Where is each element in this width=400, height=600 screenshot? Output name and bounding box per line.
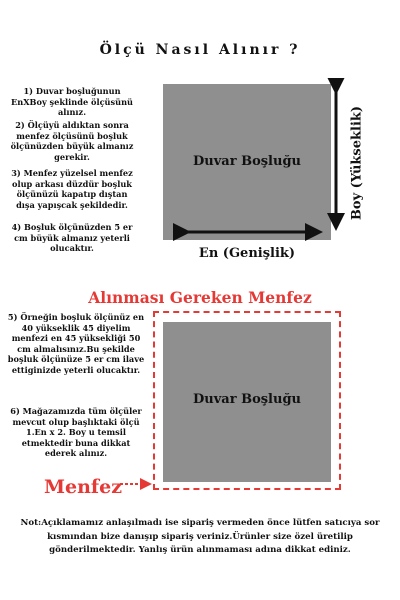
dimension-arrows	[150, 78, 350, 258]
step-5-text: 5) Örneğin boşluk ölçünüz en 40 yükseklik 45 diyelim menfezi en 45 yüksekliği 50 cm almalısınız.Bu şekilde boşluk ölçünüze 5 er cm ilave ettiginizde yeterli olucaktır.	[7, 312, 145, 375]
step-4-text: 4) Boşluk ölçünüzden 5 er cm büyük almanız yeterli olucaktır.	[11, 222, 133, 253]
page-title: Ölçü Nasıl Alınır ?	[99, 42, 301, 58]
height-label: Boy (Yükseklik)	[349, 105, 365, 221]
wall-opening-label: Duvar Boşluğu	[193, 154, 301, 169]
note-text: Not:Açıklamamız anlaşılmadı ise sipariş vermeden önce lütfen satıcıya sor kısmından bize danışıp sipariş veriniz.Ürünler size özel üretilip gönderilmektedir. Yanlış ürün alınmaması adına dikkat ediniz.	[20, 518, 380, 555]
step-1-text: 1) Duvar boşluğunun EnXBoy şeklinde ölçüsünü alınız.	[11, 86, 133, 117]
menfez-pointer	[118, 472, 158, 496]
menfez-label: Menfez	[44, 476, 122, 498]
step-3-text: 3) Menfez yüzelsel menfez olup arkası düzdür boşluk ölçünüzü kapatıp dıştan dışa yapışcak şekildedir.	[11, 168, 133, 210]
step-6-text: 6) Mağazamızda tüm ölçüler mevcut olup başlıktaki ölçü 1.En x 2. Boy u temsil etmektedir buna dikkat ederek alınız.	[10, 406, 142, 458]
section-title: Alınması Gereken Menfez	[88, 288, 312, 307]
step-2-text: 2) Ölçüyü aldıktan sonra menfez ölçüsünü boşluk ölçünüzden büyük almanız gerekir.	[10, 120, 134, 162]
width-label: En (Genişlik)	[198, 246, 296, 261]
wall-opening-label-bottom: Duvar Boşluğu	[193, 392, 301, 407]
